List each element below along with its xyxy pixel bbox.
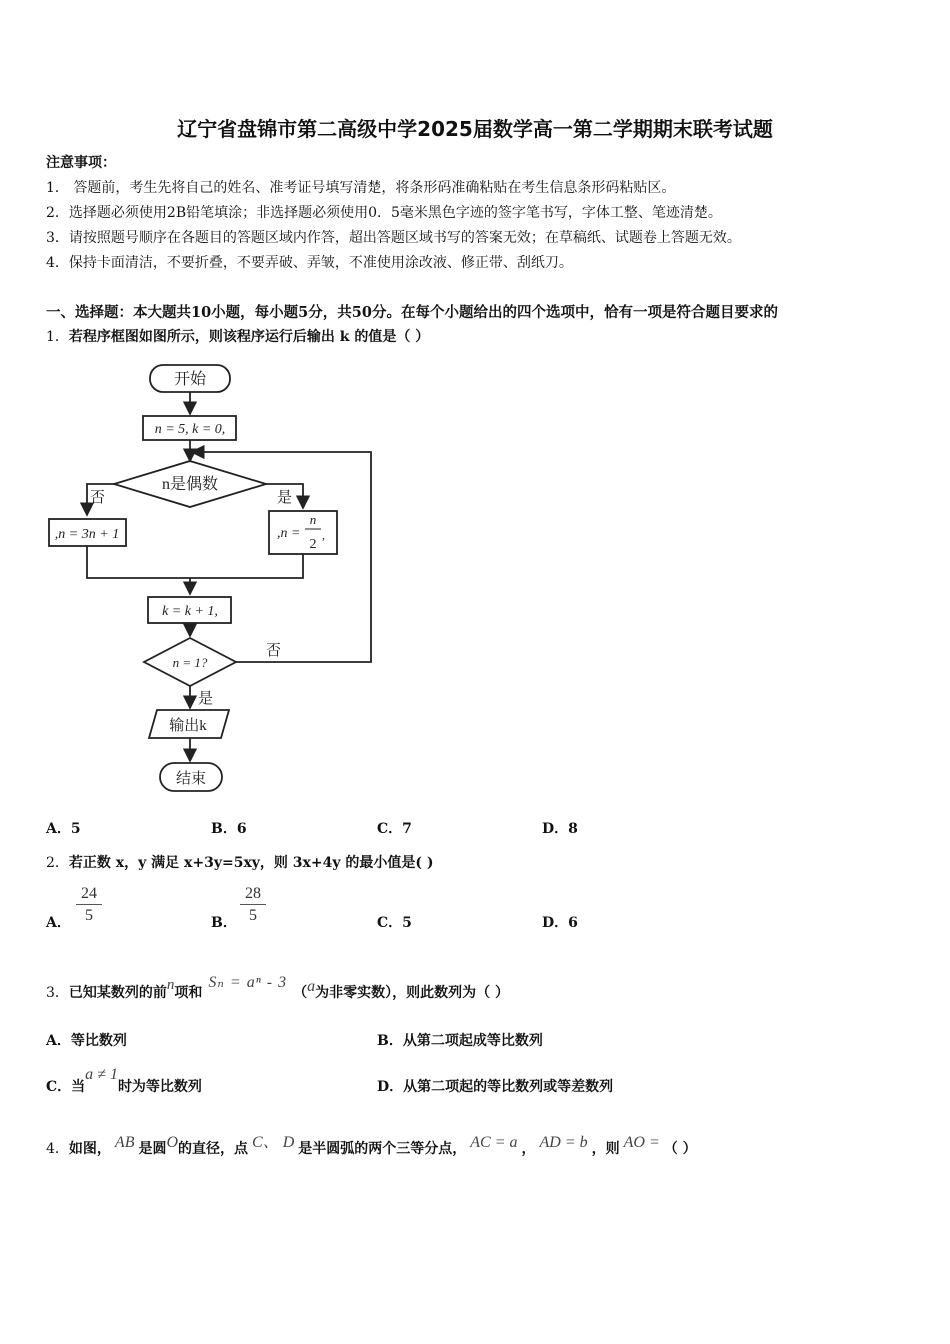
q2-option-a[interactable]: A． xyxy=(46,915,71,931)
question-text: （ xyxy=(293,985,308,1001)
flow-even-post: , xyxy=(322,528,325,542)
math-ac-eq-a: AC = a xyxy=(470,1134,518,1151)
math-ab: AB xyxy=(114,1134,135,1151)
math-ad-eq-b: AD = b xyxy=(539,1134,588,1151)
flow-even-num: n xyxy=(309,512,317,527)
question-4 xyxy=(46,1135,697,1158)
question-text: ，则 xyxy=(591,1141,620,1157)
math-sn-formula: Sₙ = aⁿ - 3 xyxy=(208,974,288,991)
question-3 xyxy=(46,974,509,1002)
question-text: 的直径，点 xyxy=(178,1141,249,1157)
option-label: 时为等比数列 xyxy=(117,1079,202,1095)
q1-option-b[interactable]: B．6 xyxy=(211,821,247,837)
notice-heading: 注意事项： xyxy=(46,155,116,171)
question-text: 是圆 xyxy=(138,1141,167,1157)
q3-option-a[interactable]: A．等比数列 xyxy=(46,1033,127,1049)
flow-even-pre: ,n = xyxy=(277,526,301,541)
question-text: 若程序框图如图所示，则该程序运行后输出 k 的值是（ ） xyxy=(68,329,430,345)
q3-option-c[interactable] xyxy=(46,1066,202,1096)
flow-inc-label: k = k + 1, xyxy=(162,604,218,619)
notice-item: 1． 答题前，考生先将自己的姓名、准考证号填写清楚，将条形码准确粘贴在考生信息条形码粘贴区。 xyxy=(46,180,676,196)
q1-option-c[interactable]: C．7 xyxy=(377,821,412,837)
q2-option-a-fraction xyxy=(76,884,102,927)
notice-item: 2．选择题必须使用2B铅笔填涂；非选择题必须使用0．5毫米黑色字迹的签字笔书写，字体工整、笔迹清楚。 xyxy=(46,205,722,221)
flowchart xyxy=(40,358,390,803)
question-text: 为非零实数），则此数列为（ ） xyxy=(315,985,509,1001)
flow-yes1-label: 是 xyxy=(277,490,293,506)
flow-yes2-label: 是 xyxy=(198,691,214,707)
q3-option-d[interactable]: D．从第二项起的等比数列或等差数列 xyxy=(377,1079,614,1095)
math-a-neq-1: a ≠ 1 xyxy=(85,1066,118,1083)
math-ao: AO = xyxy=(623,1134,660,1151)
q1-option-d[interactable]: D．8 xyxy=(542,821,578,837)
question-text: 是半圆弧的两个三等分点， xyxy=(298,1141,467,1157)
section-heading: 一、选择题：本大题共10小题，每小题5分，共50分。在每个小题给出的四个选项中，恰有一项是符合题目要求的 xyxy=(46,304,778,321)
option-label: C．当 xyxy=(46,1079,86,1095)
question-text: 如图， xyxy=(68,1141,111,1157)
flow-odd-label: ,n = 3n + 1 xyxy=(54,527,120,542)
math-c-d: C、 D xyxy=(252,1134,295,1151)
question-text: 若正数 x，y 满足 x+3y=5xy，则 3x+4y 的最小值是( ) xyxy=(68,855,434,871)
question-1 xyxy=(46,326,429,346)
question-number: 3． xyxy=(46,985,69,1001)
notice-item: 4．保持卡面清洁，不要折叠，不要弄破、弄皱，不准使用涂改液、修正带、刮纸刀。 xyxy=(46,255,573,271)
question-number: 4． xyxy=(46,1141,69,1157)
question-number: 2． xyxy=(46,855,69,871)
question-2 xyxy=(46,852,434,872)
flow-cond2-label: n = 1? xyxy=(172,655,208,670)
fraction-denominator: 5 xyxy=(85,907,93,924)
fraction-numerator: 24 xyxy=(76,884,102,905)
q2-option-c[interactable]: C．5 xyxy=(377,915,412,931)
flow-start-label: 开始 xyxy=(173,371,207,388)
q2-option-d[interactable]: D．6 xyxy=(542,915,578,931)
q2-option-b-fraction xyxy=(240,884,266,927)
flow-init-label: n = 5, k = 0, xyxy=(154,422,226,437)
fraction-denominator: 5 xyxy=(249,907,257,924)
question-text: 项和 xyxy=(174,985,203,1001)
flow-no2-label: 否 xyxy=(266,643,282,659)
question-text: （ ） xyxy=(663,1141,697,1157)
question-text: 已知某数列的前 xyxy=(68,985,167,1001)
page-title: 辽宁省盘锦市第二高级中学2025届数学高一第二学期期末联考试题 xyxy=(177,117,773,141)
q2-option-b[interactable]: B． xyxy=(211,915,237,931)
fraction-numerator: 28 xyxy=(240,884,266,905)
notice-item: 3．请按照题号顺序在各题目的答题区域内作答，超出答题区域书写的答案无效；在草稿纸、试题卷上答题无效。 xyxy=(46,230,741,246)
q1-option-a[interactable]: A．5 xyxy=(46,821,81,837)
flow-even-den: 2 xyxy=(309,537,317,552)
question-text: ， xyxy=(521,1141,536,1157)
math-n: n xyxy=(166,977,175,993)
math-o: O xyxy=(166,1134,179,1151)
q3-option-b[interactable]: B．从第二项起成等比数列 xyxy=(377,1033,543,1049)
flow-end-label: 结束 xyxy=(175,771,207,787)
flow-cond1-label: n是偶数 xyxy=(161,476,219,493)
flow-output-label: 输出k xyxy=(169,718,207,734)
flow-no1-label: 否 xyxy=(90,490,106,506)
question-number: 1． xyxy=(46,329,69,345)
math-a: a xyxy=(307,978,316,995)
